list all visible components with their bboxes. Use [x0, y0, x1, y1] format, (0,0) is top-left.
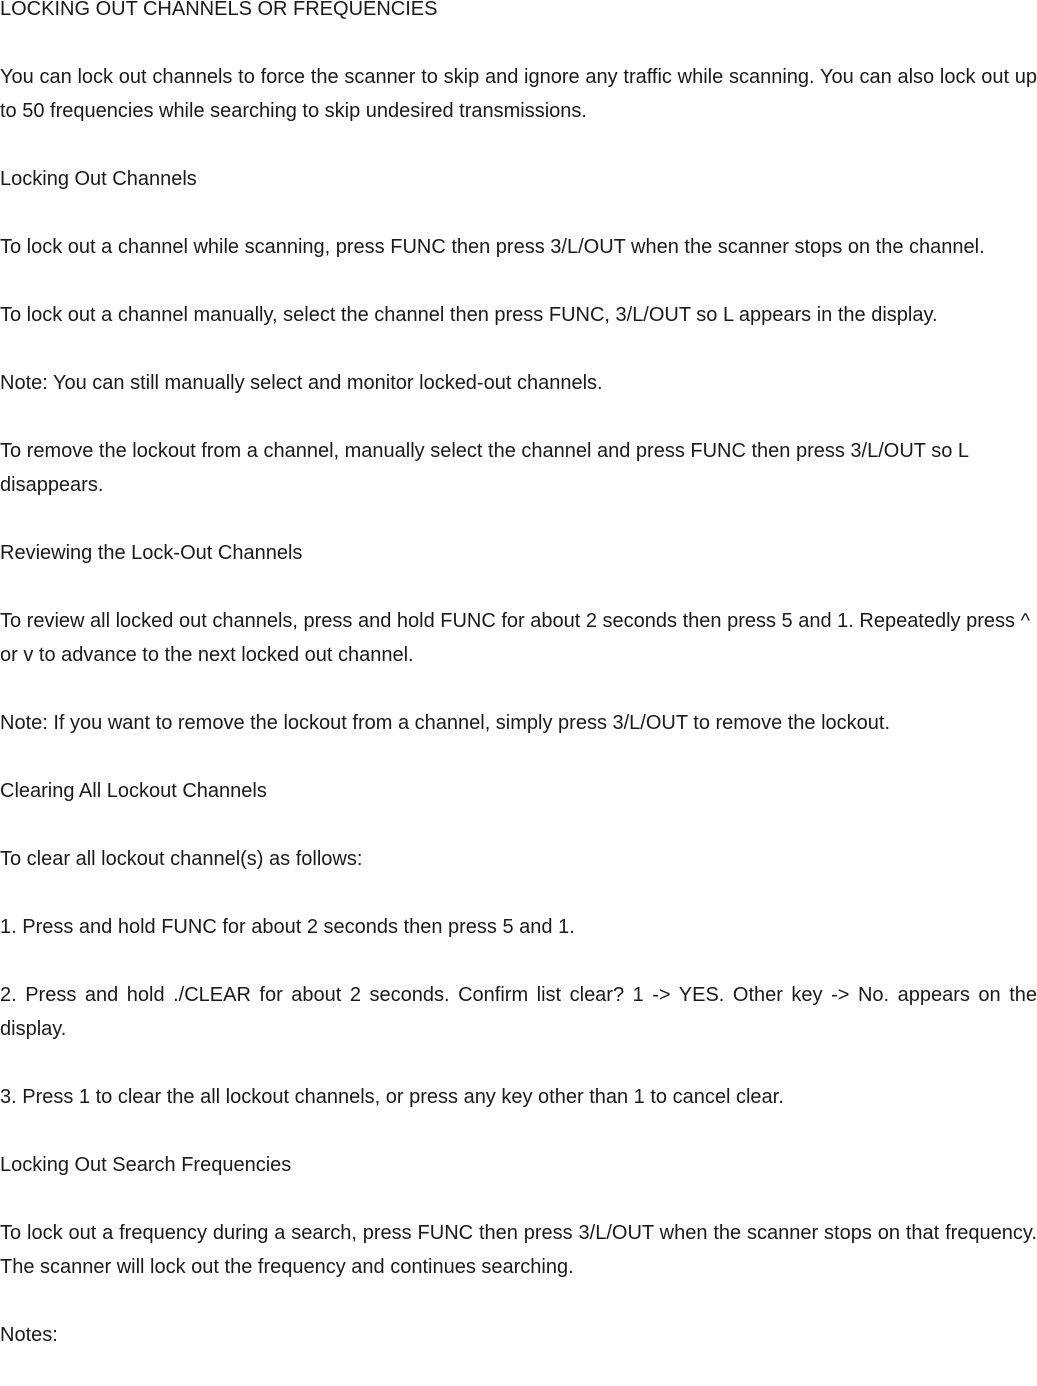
- notes-label: Notes:: [0, 1324, 58, 1346]
- search-paragraph: To lock out a frequency during a search, press FUNC then press 3/L/OUT when the scanner stops on that frequency. The scanner will lock out the frequency and continues searching.: [0, 1222, 1037, 1278]
- page-title: LOCKING OUT CHANNELS OR FREQUENCIES: [0, 0, 438, 20]
- reviewing-paragraph: To review all locked out channels, press and hold FUNC for about 2 seconds then press 5 and 1. Repeatedly press ^ or v to advance to the next locked out channel.: [0, 610, 1030, 666]
- locking-channels-paragraph-1: To lock out a channel while scanning, press FUNC then press 3/L/OUT when the scanner stops on the channel.: [0, 236, 985, 258]
- section-heading-clearing: Clearing All Lockout Channels: [0, 780, 267, 802]
- locking-channels-paragraph-2: To lock out a channel manually, select the channel then press FUNC, 3/L/OUT so L appears in the display.: [0, 304, 938, 326]
- clearing-intro: To clear all lockout channel(s) as follows:: [0, 848, 363, 870]
- reviewing-note: Note: If you want to remove the lockout from a channel, simply press 3/L/OUT to remove the lockout.: [0, 712, 891, 734]
- clearing-step-3: 3. Press 1 to clear the all lockout channels, or press any key other than 1 to cancel clear.: [0, 1086, 784, 1108]
- locking-channels-paragraph-3: To remove the lockout from a channel, manually select the channel and press FUNC then press 3/L/OUT so L disappears.: [0, 440, 969, 496]
- clearing-step-2: 2. Press and hold ./CLEAR for about 2 seconds. Confirm list clear? 1 -> YES. Other key -> No. appears on the display.: [0, 984, 1037, 1040]
- section-heading-locking-channels: Locking Out Channels: [0, 168, 197, 190]
- locking-channels-note: Note: You can still manually select and monitor locked-out channels.: [0, 372, 603, 394]
- clearing-step-1: 1. Press and hold FUNC for about 2 seconds then press 5 and 1.: [0, 916, 575, 938]
- section-heading-search: Locking Out Search Frequencies: [0, 1154, 292, 1176]
- intro-paragraph: You can lock out channels to force the scanner to skip and ignore any traffic while scanning. You can also lock out up to 50 frequencies while searching to skip undesired transmissions.: [0, 66, 1037, 122]
- section-heading-reviewing: Reviewing the Lock-Out Channels: [0, 542, 303, 564]
